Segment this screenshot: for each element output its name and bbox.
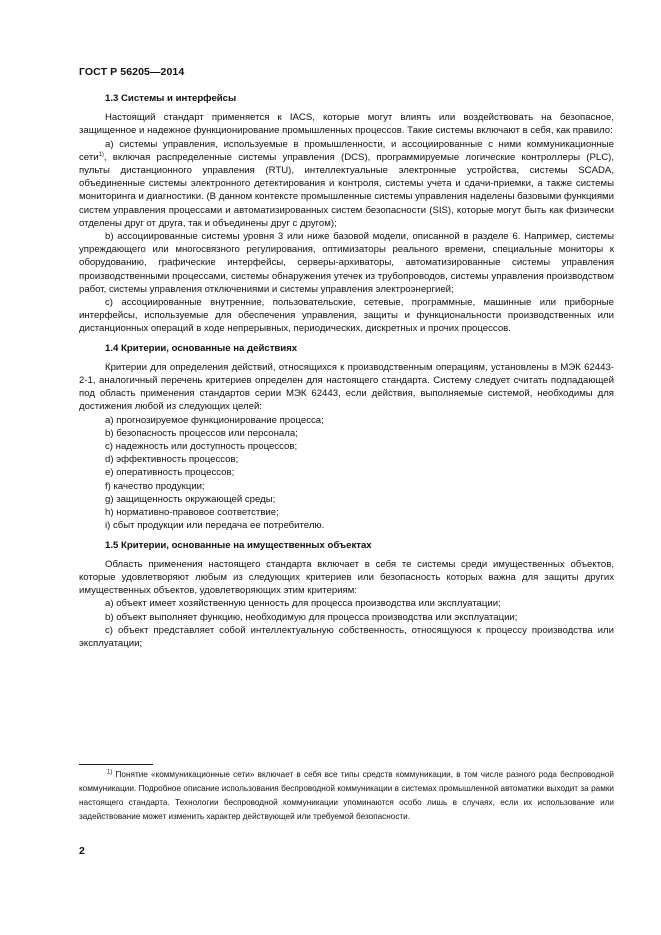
list-item: i) сбыт продукции или передача ее потребителю. bbox=[105, 520, 325, 532]
section-heading-1-4: 1.4 Критерии, основанные на действиях bbox=[105, 342, 298, 354]
section-heading-1-3: 1.3 Системы и интерфейсы bbox=[105, 93, 237, 104]
list-item: f) качество продукции; bbox=[105, 480, 205, 492]
list-item: c) надежность или доступность процессов; bbox=[105, 441, 298, 453]
list-item: h) нормативно-правовое соответствие; bbox=[105, 507, 279, 519]
text-run: a) системы управления, используемые в промышленности, и ассоциированные с ними коммуникационные сети bbox=[79, 138, 614, 163]
list-item: g) защищенность окружающей среды; bbox=[105, 493, 276, 505]
list-item: b) безопасность процессов или персонала; bbox=[105, 427, 298, 439]
list-item-b: b) объект выполняет функцию, необходимую для процесса производства или эксплуатации; bbox=[105, 611, 518, 623]
list-item: a) прогнозируемое функционирование процесса; bbox=[105, 414, 324, 426]
section-heading-1-5: 1.5 Критерии, основанные на имущественных объектах bbox=[105, 539, 372, 551]
list-item-a bbox=[79, 138, 614, 230]
paragraph: Настоящий стандарт применяется к IACS, которые могут влиять или воздействовать на безопасное, защищенное и надежное функционирование промышленных процессов. Такие системы включают в себя, как правило: bbox=[79, 112, 614, 137]
paragraph: Критерии для определения действий, относящихся к производственным операциям, установлены в МЭК 62443-2-1, аналогичный перечень критериев определен для настоящего стандарта. Систему следует считать подпадающей под область применения стандартов серии МЭК 62443, если действия, выполняемые системой, необходимы для достижения любой из следующих целей: bbox=[79, 361, 614, 413]
text-run: , включая распределенные системы управления (DCS), программируемые логические контроллеры (PLC), пульты дистанционного управления (RTU), интеллектуальные электронные устройства, системы SCADA, объединенные системы электронного детектирования и контроля, системы учета и сдачи-приемки, а также системы мониторинга и диагностики. (В данном контексте промышленные системы управления наделены базовыми функциями систем управления процессами и автоматизированных систем безопасности (SIS), которые могут быть как физически отделены друг от друга, так и объединены друг с другом); bbox=[79, 151, 614, 229]
footnote-text: Понятие «коммуникационные сети» включает в себя все типы средств коммуникации, в том числе разного рода беспроводной коммуникации. Подробное описание использования беспроводной коммуникации в системах промышленной автоматики выходит за рамки настоящего стандарта. Технологии беспроводной коммуникации упоминаются особо лишь в случаях, если их использование или задействование может изменить характер действующей или требуемой безопасности. bbox=[79, 770, 614, 821]
list-item: d) эффективность процессов; bbox=[105, 454, 239, 466]
footnote-ref: 1) bbox=[98, 151, 104, 158]
footnote-divider bbox=[79, 764, 153, 765]
document-body bbox=[79, 92, 614, 650]
footnote bbox=[79, 768, 614, 824]
list-item: e) оперативность процессов; bbox=[105, 467, 235, 479]
paragraph: Область применения настоящего стандарта включает в себя те системы среди имущественных объектов, которые удовлетворяют любым из следующих критериев или безопасность которых важна для защиты других имущественных объектов, удовлетворяющих этим критериям: bbox=[79, 558, 614, 597]
page-number: 2 bbox=[79, 845, 85, 857]
document-header: ГОСТ Р 56205—2014 bbox=[79, 66, 185, 78]
list-item-b: b) ассоциированные системы уровня 3 или ниже базовой модели, описанной в разделе 6. Например, системы упреждающего или многосвязного регулирования, оптимизаторы реального времени, специальные мониторы к оборудованию, графические интерфейсы, серверы-архиваторы, автоматизированные системы управления производственными процессами, системы обнаружения утечек из трубопроводов, системы управления производством работ, системы управления отключениями и системы управления электроэнергией; bbox=[79, 231, 614, 295]
list-item-c: c) ассоциированные внутренние, пользовательские, сетевые, программные, машинные или приборные интерфейсы, используемые для обеспечения управления, защиты и функциональности производственных или дистанционных операций в ходе непрерывных, периодических, дискретных и прочих процессов. bbox=[79, 297, 614, 335]
list-item-c: c) объект представляет собой интеллектуальную собственность, относящуюся к процессу производства или эксплуатации; bbox=[79, 624, 614, 649]
list-item-a: a) объект имеет хозяйственную ценность для процесса производства или эксплуатации; bbox=[105, 598, 501, 610]
footnote-mark: 1) bbox=[107, 769, 113, 776]
